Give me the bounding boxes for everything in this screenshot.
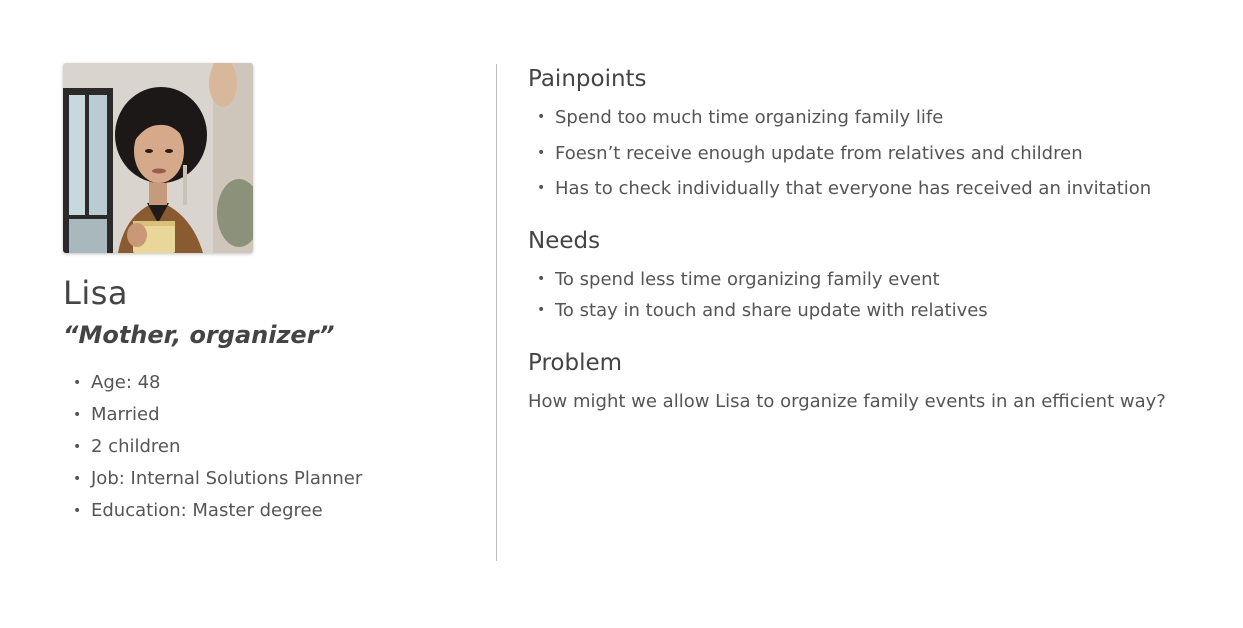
painpoints-heading: Painpoints bbox=[528, 66, 647, 92]
painpoint-item: • Foesn’t receive enough update from relatives and children bbox=[528, 140, 1151, 176]
needs-list bbox=[528, 266, 988, 328]
persona-name: Lisa bbox=[63, 274, 128, 312]
column-divider bbox=[496, 64, 497, 561]
persona-facts-list bbox=[64, 370, 362, 530]
needs-heading: Needs bbox=[528, 228, 601, 254]
painpoint-item: • Spend too much time organizing family life bbox=[528, 104, 1151, 140]
persona-photo bbox=[63, 63, 253, 253]
problem-statement: How might we allow Lisa to organize family events in an efficient way? bbox=[528, 391, 1166, 412]
portrait-image bbox=[63, 63, 253, 253]
fact-marital-status: • Married bbox=[64, 402, 362, 434]
fact-age: • Age: 48 bbox=[64, 370, 362, 402]
fact-education: • Education: Master degree bbox=[64, 498, 362, 530]
problem-heading: Problem bbox=[528, 350, 623, 376]
need-item: • To spend less time organizing family event bbox=[528, 266, 988, 297]
painpoints-list bbox=[528, 104, 1151, 211]
fact-children: • 2 children bbox=[64, 434, 362, 466]
painpoint-item: • Has to check individually that everyone has received an invitation bbox=[528, 175, 1151, 211]
need-item: • To stay in touch and share update with relatives bbox=[528, 297, 988, 328]
persona-tagline: “Mother, organizer” bbox=[63, 321, 335, 349]
fact-job: • Job: Internal Solutions Planner bbox=[64, 466, 362, 498]
